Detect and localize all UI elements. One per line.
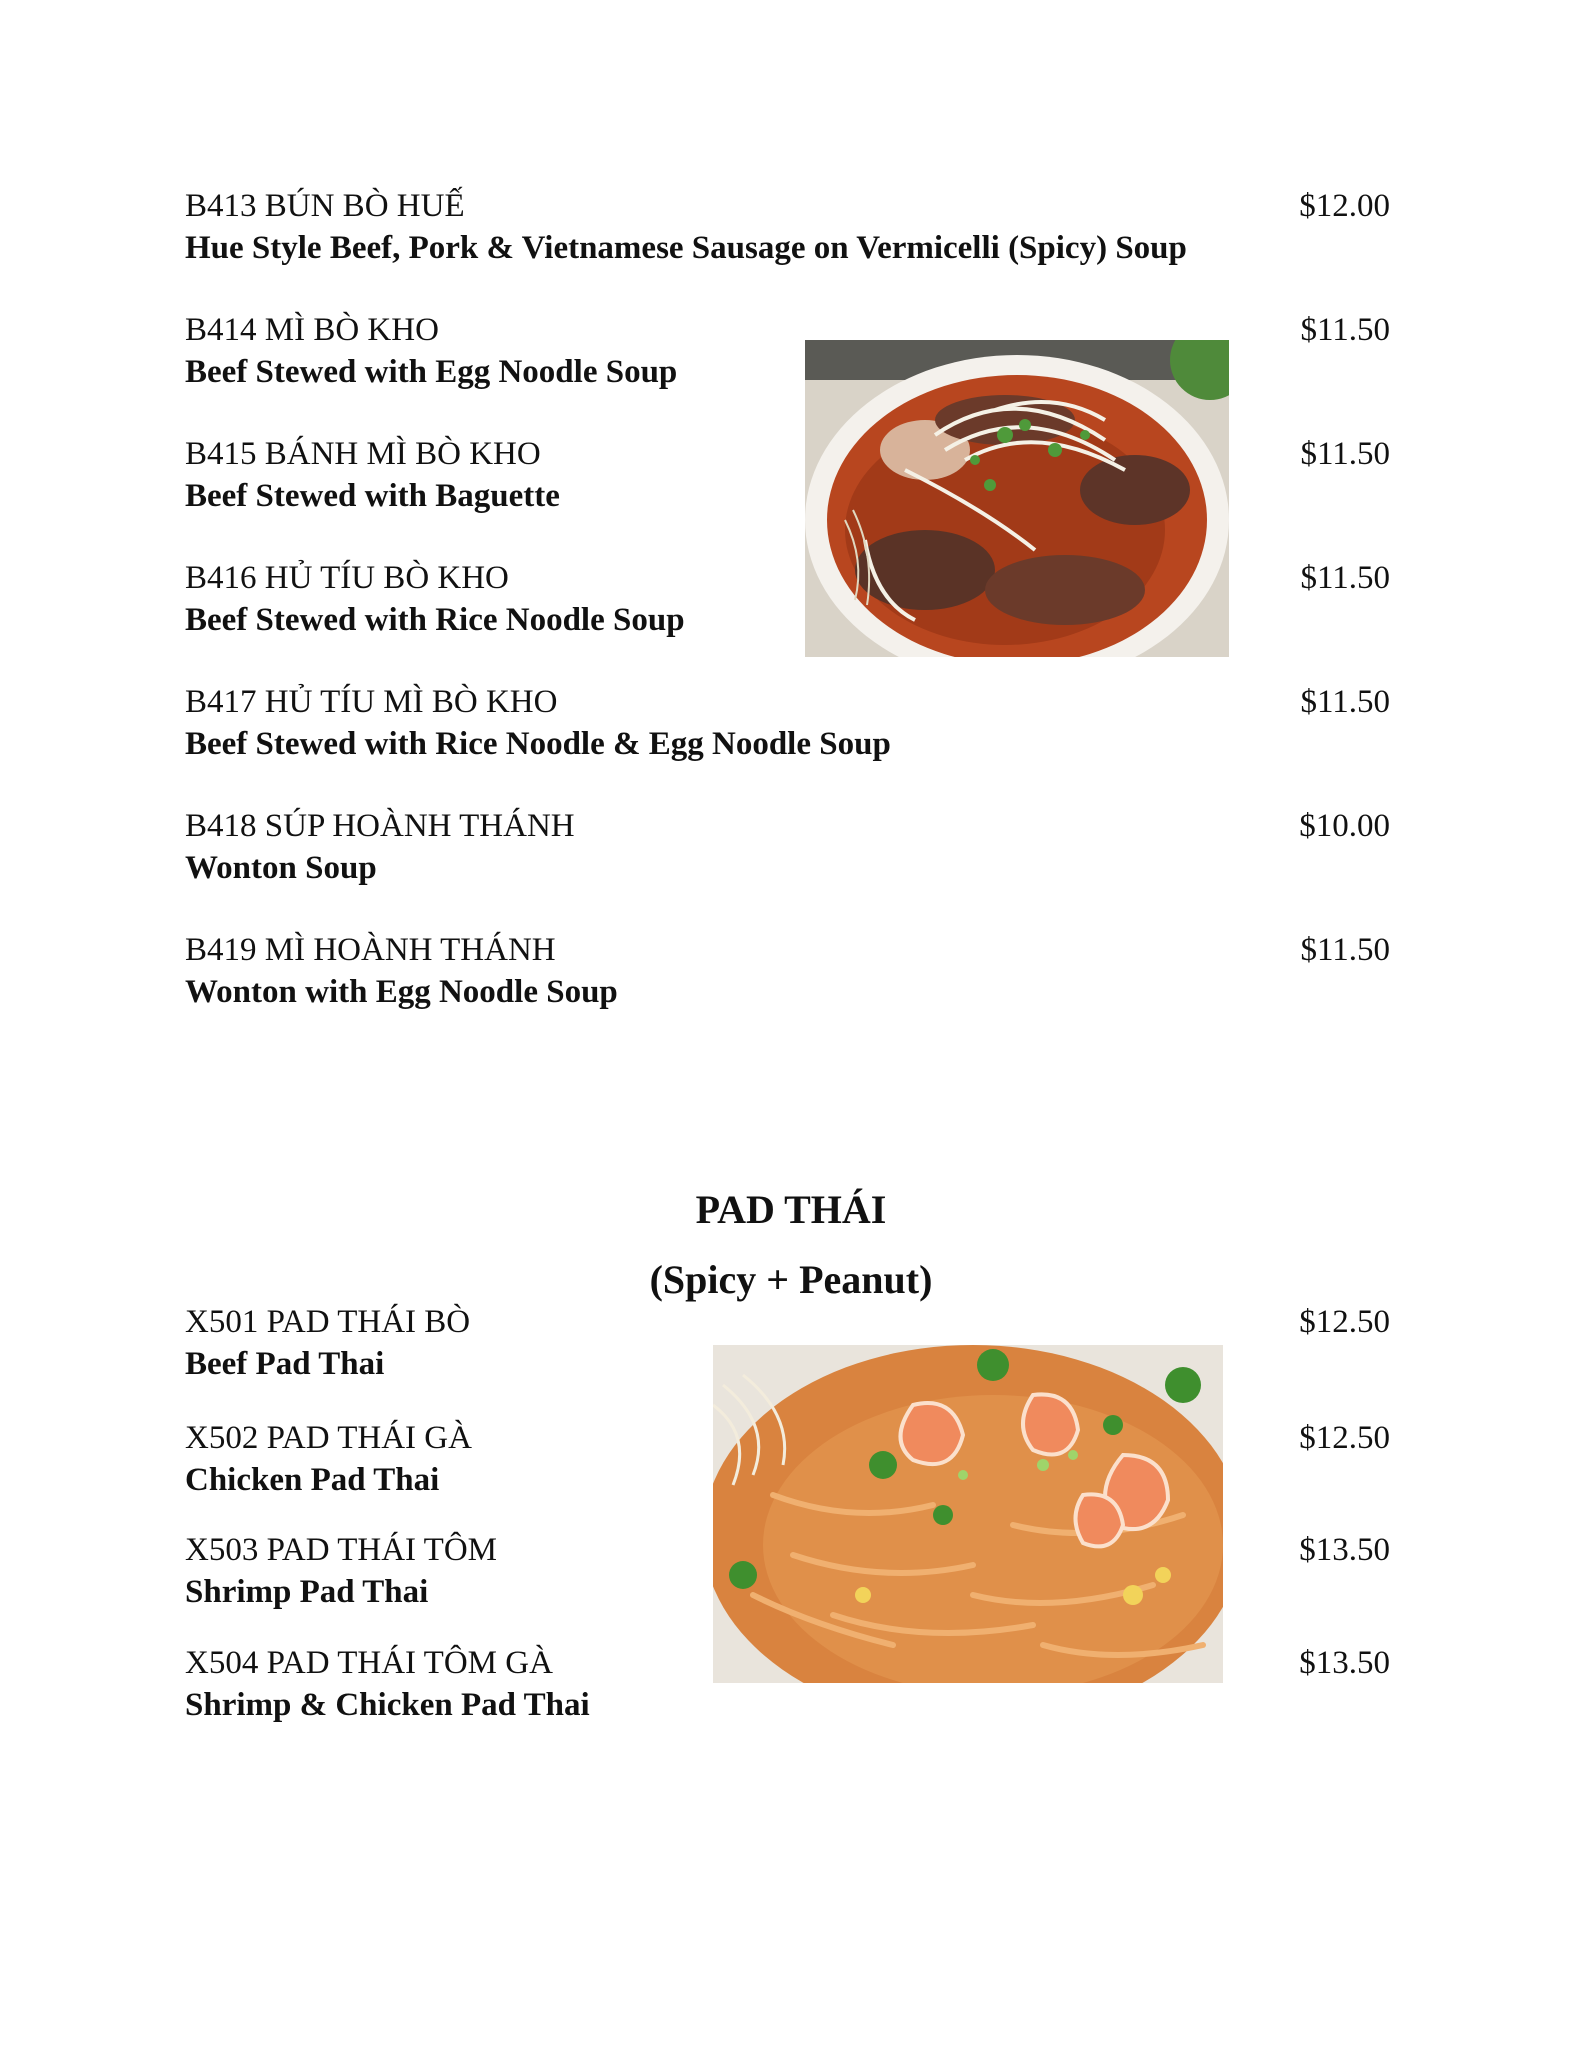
menu-item-b417 (185, 682, 891, 766)
section-subtitle: (Spicy + Peanut) (649, 1257, 933, 1302)
item-price: $11.50 (1300, 436, 1390, 472)
item-price: $12.50 (1299, 1304, 1390, 1340)
pad-thai-photo (713, 1345, 1223, 1683)
item-name: X501 PAD THÁI BÒ (185, 1304, 471, 1340)
item-description: Beef Stewed with Baguette (185, 478, 560, 514)
item-price: $11.50 (1300, 684, 1390, 720)
item-name: B418 SÚP HOÀNH THÁNH (185, 808, 575, 844)
item-name: B419 MÌ HOÀNH THÁNH (185, 932, 556, 968)
menu-item-b414 (185, 310, 677, 394)
item-price: $11.50 (1300, 312, 1390, 348)
menu-item-x504 (185, 1643, 590, 1727)
menu-item-b413 (185, 186, 1187, 270)
menu-item-x501 (185, 1302, 470, 1386)
item-name: B417 HỦ TÍU MÌ BÒ KHO (185, 684, 558, 720)
item-name: B413 BÚN BÒ HUẾ (185, 188, 465, 224)
menu-item-b419 (185, 930, 618, 1014)
item-name: B415 BÁNH MÌ BÒ KHO (185, 436, 541, 472)
item-price: $13.50 (1299, 1645, 1390, 1681)
item-price: $11.50 (1300, 560, 1390, 596)
item-price: $11.50 (1300, 932, 1390, 968)
item-name: B414 MÌ BÒ KHO (185, 312, 439, 348)
item-description: Shrimp Pad Thai (185, 1574, 429, 1610)
item-price: $13.50 (1299, 1532, 1390, 1568)
item-price: $10.00 (1299, 808, 1390, 844)
item-name: X502 PAD THÁI GÀ (185, 1420, 472, 1456)
item-name: B416 HỦ TÍU BÒ KHO (185, 560, 509, 596)
item-description: Chicken Pad Thai (185, 1462, 440, 1498)
item-description: Shrimp & Chicken Pad Thai (185, 1687, 590, 1723)
item-name: X503 PAD THÁI TÔM (185, 1532, 498, 1568)
menu-item-b418 (185, 806, 575, 890)
item-description: Wonton with Egg Noodle Soup (185, 974, 618, 1010)
item-name: X504 PAD THÁI TÔM GÀ (185, 1645, 553, 1681)
item-description: Hue Style Beef, Pork & Vietnamese Sausage on Vermicelli (Spicy) Soup (185, 230, 1187, 266)
item-description: Beef Stewed with Rice Noodle Soup (185, 602, 685, 638)
menu-item-x503 (185, 1530, 497, 1614)
item-description: Beef Stewed with Egg Noodle Soup (185, 354, 678, 390)
item-description: Beef Pad Thai (185, 1346, 385, 1382)
item-description: Wonton Soup (185, 850, 377, 886)
menu-item-b416 (185, 558, 685, 642)
menu-item-x502 (185, 1418, 472, 1502)
item-description: Beef Stewed with Rice Noodle & Egg Noodle Soup (185, 726, 891, 762)
soup-photo (805, 340, 1229, 657)
section-title: PAD THÁI (695, 1187, 887, 1232)
item-price: $12.50 (1299, 1420, 1390, 1456)
item-price: $12.00 (1299, 188, 1390, 224)
menu-item-b415 (185, 434, 560, 518)
